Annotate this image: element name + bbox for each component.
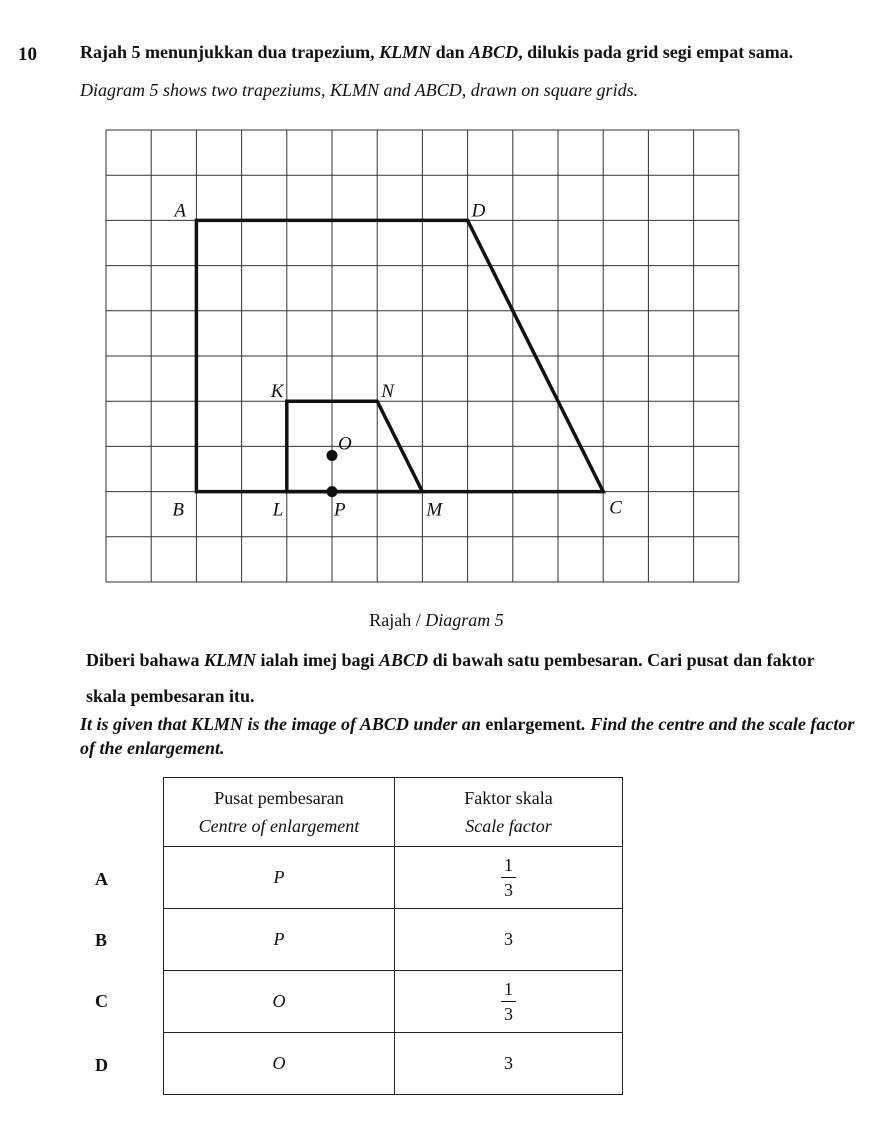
label-l: L: [272, 499, 284, 521]
label-c: C: [609, 497, 622, 519]
point-o-dot: [327, 450, 338, 461]
label-m: M: [426, 499, 443, 521]
option-row-c: [164, 971, 623, 1033]
factor-cell: $\frac{1}{3}$: [395, 971, 623, 1033]
option-row-a: [164, 847, 623, 909]
centre-cell: P: [164, 909, 395, 971]
label-p: P: [334, 499, 346, 521]
point-p-dot: [327, 486, 338, 497]
option-label-b: B: [95, 930, 108, 950]
label-d: D: [471, 200, 486, 222]
centre-cell: P: [164, 847, 395, 909]
options-table: [163, 777, 623, 1095]
factor-cell: 3: [395, 1033, 623, 1095]
label-b: B: [172, 499, 185, 521]
question-malay: Diberi bahawa KLMN ialah imej bagi ABCD di bawah satu pembesaran. Cari pusat dan faktor skala pembesaran itu.: [86, 650, 815, 706]
statement-english: Diagram 5 shows two trapeziums, KLMN and ABCD, drawn on square grids.: [80, 80, 639, 100]
vertex-labels: [172, 200, 622, 520]
statement-malay: Rajah 5 menunjukkan dua trapezium, KLMN dan ABCD, dilukis pada grid segi empat sama.: [80, 42, 794, 62]
factor-cell: $\frac{1}{3}$: [395, 847, 623, 909]
question-number: 10: [18, 44, 37, 65]
label-k: K: [270, 381, 284, 403]
factor-cell: 3: [395, 909, 623, 971]
header-scale-factor: Faktor skala Scale factor: [395, 778, 623, 847]
centre-cell: O: [164, 1033, 395, 1095]
question-english: It is given that KLMN is the image of ABCD under an enlargement. Find the centre and the scale factor of the enlargement.: [80, 714, 855, 758]
option-row-d: [164, 1033, 623, 1095]
square-grid: [106, 130, 739, 582]
diagram-caption: Rajah / Diagram 5: [369, 610, 504, 630]
label-a: A: [174, 200, 187, 222]
header-centre: Pusat pembesaran Centre of enlargement: [164, 778, 395, 847]
label-o: O: [338, 433, 352, 455]
option-row-b: [164, 909, 623, 971]
option-label-d: D: [95, 1055, 108, 1075]
option-label-c: C: [95, 991, 108, 1011]
centre-cell: O: [164, 971, 395, 1033]
label-n: N: [381, 381, 394, 403]
option-label-a: A: [95, 869, 108, 889]
